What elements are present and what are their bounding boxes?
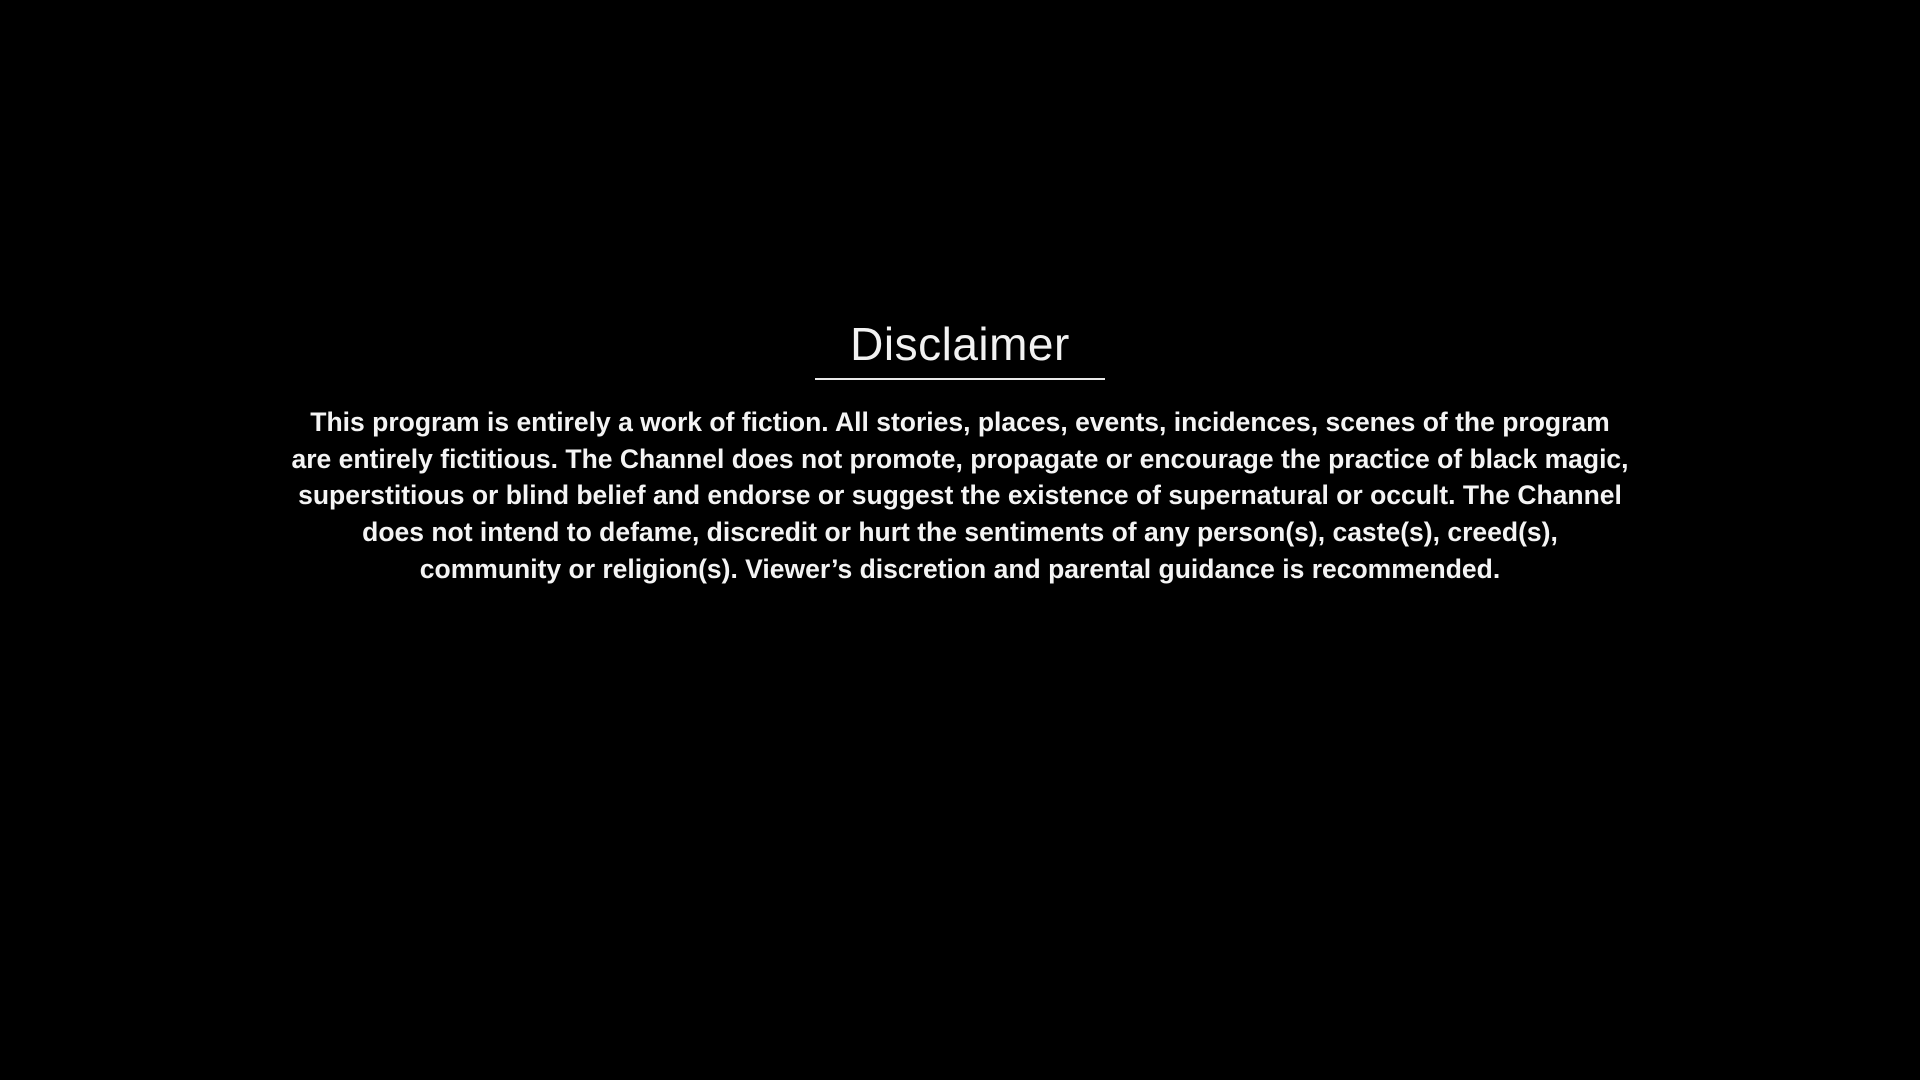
letterbox-bar-top (0, 0, 1920, 14)
title-underline-divider (815, 378, 1105, 380)
disclaimer-card (280, 320, 1640, 587)
disclaimer-title: Disclaimer (850, 318, 1070, 370)
disclaimer-body-text: This program is entirely a work of fiction. All stories, places, events, incidences, scenes of the program are entirely fictitious. The Channel does not promote, propagate or encourage the practice of black magic, superstitious or blind belief and endorse or suggest the existence of supernatural or occult. The Channel does not intend to defame, discredit or hurt the sentiments of any person(s), caste(s), creed(s), community or religion(s). Viewer’s discretion and parental guidance is recommended. (291, 407, 1629, 584)
letterbox-bar-bottom (0, 1066, 1920, 1080)
